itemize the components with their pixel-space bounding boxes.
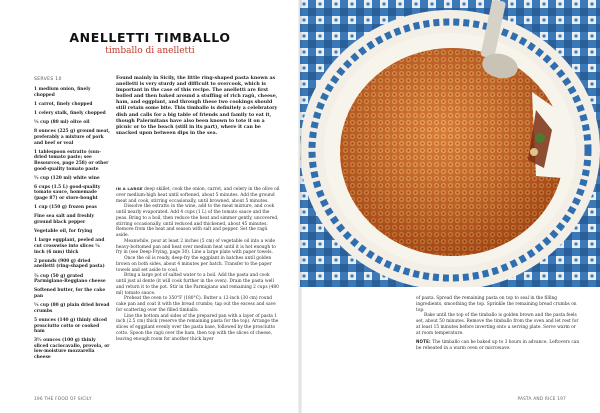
method-paragraph: Meanwhile, pour at least 2 inches (5 cm) of vegetable oil into a wide heavy-bottomed pan and heat over medium heat until it is hot enough to fry in (see Deep-Frying, page 30). Line a large plate with paper towels. bbox=[116, 238, 276, 256]
recipe-method bbox=[116, 186, 280, 342]
ingredient-item: Softened butter, for the cake pan bbox=[34, 288, 106, 299]
ingredient-item: 1 carrot, finely chopped bbox=[34, 101, 93, 107]
ingredient-item: ⅔ cup (50 g) grated Parmigiano-Reggiano cheese bbox=[34, 273, 106, 285]
ingredient-item: ⅓ cup (80 g) plain dried bread crumbs bbox=[34, 303, 110, 314]
method-paragraph: Preheat the oven to 350°F (180°C). Butter a 12-inch (30 cm) round cake pan and coat it with the bread crumbs; tap out the excess and save for scattering over the filled timballo. bbox=[116, 296, 276, 313]
ingredient-item: 1 cup (150 g) frozen peas bbox=[34, 205, 97, 211]
serves-label: SERVES 10 bbox=[34, 77, 62, 82]
book-gutter bbox=[298, 0, 302, 413]
method-paragraph: Bring a large pot of salted water to a boil. Add the pasta and cook until just al dente (it will cook further in the oven). Drain the pasta well and return it to the pot. Stir in the Parmigiano and remaining 2 cups (480 ml) tomato sauce. bbox=[116, 273, 279, 296]
ingredient-item: 6 cups (1.5 L) good-quality tomato sauce, homemade (page 87) or store-bought bbox=[34, 184, 101, 202]
right-page bbox=[300, 0, 600, 413]
ingredient-item: ⅓ cup (80 ml) olive oil bbox=[34, 120, 90, 126]
timballo-photo-illustration bbox=[300, 0, 600, 287]
note-text: The timballo can be baked up to 3 hours in advance. Leftovers can be reheated in a warm oven or microwave. bbox=[416, 340, 580, 351]
method-paragraph: of pasta. Spread the remaining pasta on top to seal in the filling ingredients, smoothing the top. Sprinkle the remaining bread crumbs on top. bbox=[416, 296, 577, 313]
method-continued bbox=[416, 296, 580, 352]
ingredient-item: ½ cup (120 ml) white wine bbox=[34, 175, 100, 181]
recipe-intro: Found mainly in Sicily, the little ring-shaped pasta known as anelletti is very sturdy and difficult to overcook, which is important in the case of this recipe. The anelletti are first boiled and then baked around a stuffing of rich ragù, cheese, ham, and eggplant, and through these two cookings should still retain some bite. This timballo is definitely a celebratory dish and calls for a big table of friends and family to eat it, though Palermitans have also been known to tote it on a picnic or to the beach (still in its part), where it can be snacked upon between dips in the sea. bbox=[116, 76, 278, 136]
ingredient-item: 2 pounds (900 g) dried anelletti (ring-shaped pasta) bbox=[34, 258, 105, 270]
method-paragraph: Once the oil is ready, deep-fry the eggplant in batches until golden brown on both sides, about 4 minutes per batch. Transfer to the paper towels and set aside to cool. bbox=[116, 256, 272, 273]
ingredient-item: 8 ounces (225 g) ground meat, preferably a mixture of pork and beef or veal bbox=[34, 129, 110, 146]
method-paragraph bbox=[116, 186, 280, 204]
ingredient-item: 1 celery stalk, finely chopped bbox=[34, 110, 106, 116]
method-lead-in: IN A LARGE bbox=[116, 186, 143, 191]
ingredient-item: Fine sea salt and freshly ground black pepper bbox=[34, 214, 94, 226]
ingredient-item: 1 tablespoon estratto (sun-dried tomato paste; see Resources, page 258) or other good-quality tomato paste bbox=[34, 149, 109, 172]
method-paragraph: Line the bottom and sides of the prepared pan with a layer of pasta 1 inch (2.5 cm) thick (reserve the remaining pasta for the top). Arrange the slices of eggplant evenly over the pasta base, followed by the prosciutto cotto. Spoon the ragù over the ham, then top with the slices of cheese, leaving enough room for another thick layer bbox=[116, 313, 279, 342]
ingredient-item: 5 ounces (140 g) thinly sliced prosciutto cotto or cooked ham bbox=[34, 317, 107, 335]
recipe-subtitle: timballo di anelletti bbox=[105, 46, 195, 56]
ingredient-item: Vegetable oil, for frying bbox=[34, 229, 93, 235]
ingredient-item: 3½ ounces (100 g) thinly sliced caciocavallo, provola, or low-moisture mozzarella cheese bbox=[34, 338, 110, 361]
method-text: deep skillet, cook the onion, carrot, and celery in the olive oil over medium-high heat until softened, about 5 minutes. Add the ground meat and cook, stirring occasionally, until browned, about 5 minutes. bbox=[116, 187, 280, 204]
ingredient-list bbox=[34, 87, 110, 364]
page-number-right: PASTA AND RICE 197 bbox=[517, 397, 566, 402]
method-paragraph: Bake until the top of the timballo is golden brown and the pasta feels set, about 50 minutes. Remove the timballo from the oven and let rest for at least 15 minutes before inverting onto a serving plate. Serve warm or at room temperature. bbox=[416, 313, 579, 336]
page-number-left: 196 THE FOOD OF SICILY bbox=[34, 397, 92, 402]
timballo-photo bbox=[300, 0, 600, 287]
method-paragraph: Dissolve the estratto in the wine, add to the meat mixture, and cook until nearly evaporated. Add 4 cups (1 L) of the tomato sauce and the peas. Bring to a boil, then reduce the heat and simmer gently, uncovered, stirring occasionally, until reduced and thickened, about 45 minutes. Remove from the heat and season with salt and pepper. Set the ragù aside. bbox=[116, 204, 279, 238]
note-label: NOTE: bbox=[416, 339, 431, 345]
recipe-title: ANELLETTI TIMBALLO bbox=[69, 30, 231, 45]
ingredient-item: 1 medium onion, finely chopped bbox=[34, 87, 91, 98]
ingredient-item: 1 large eggplant, peeled and cut crosswise into slices ⅛ inch (6 mm) thick bbox=[34, 238, 105, 255]
recipe-note bbox=[416, 339, 580, 352]
